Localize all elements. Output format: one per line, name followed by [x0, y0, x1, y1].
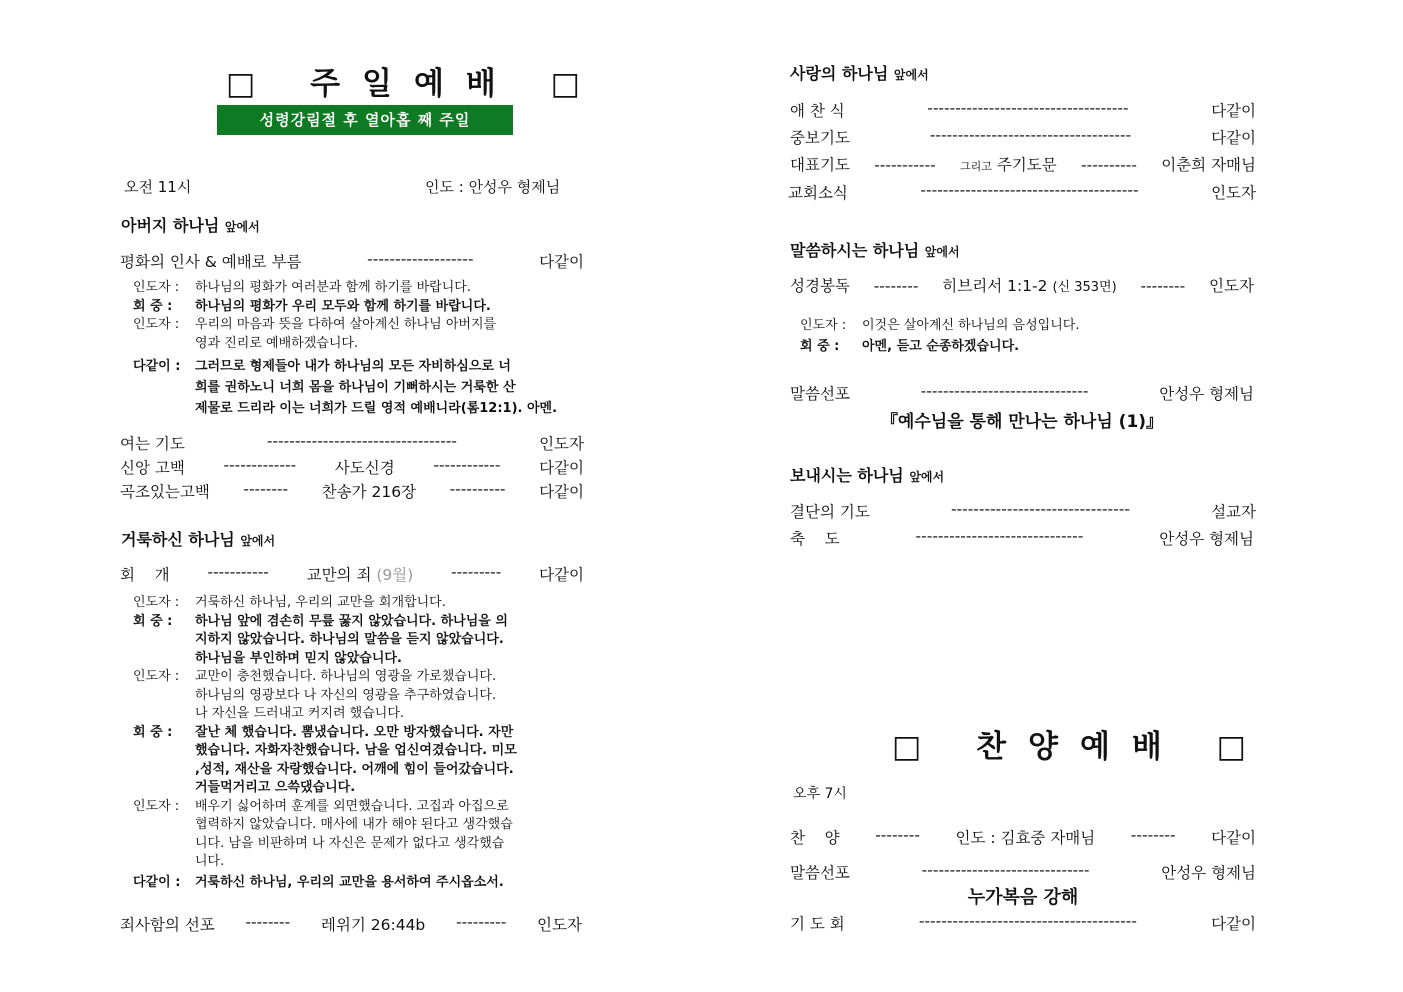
- resp-line: 인도자 : 교만이 충천했습니다. 하나님의 영광을 가로챘습니다.: [133, 669, 497, 684]
- item-content: 교만의 죄 (9월): [306, 566, 414, 584]
- item-who: 안성우 형제님: [1159, 530, 1254, 548]
- resp-line: 인도자 : 거룩하신 하나님, 우리의 교만을 회개합니다.: [133, 595, 446, 610]
- item-who: 다같이: [539, 566, 584, 584]
- item-who: 다같이: [1211, 915, 1256, 933]
- prayer-meeting-row: [790, 912, 1256, 934]
- dash-line: ---------: [455, 913, 507, 931]
- item-who: 다같이: [539, 459, 584, 477]
- item-label: 말씀선포: [790, 864, 850, 882]
- reading-row: [790, 274, 1254, 296]
- dash-line: ----------: [1081, 156, 1137, 174]
- dash-line: ------------------------------------: [929, 126, 1132, 144]
- sermon2-row: [790, 861, 1256, 883]
- item-label: 신앙 고백: [120, 459, 185, 477]
- season-banner: 성령강림절 후 열아홉 째 주일: [217, 105, 513, 135]
- dash-line: -------------: [223, 456, 297, 474]
- resp-line: 인도자 : 우리의 마음과 뜻을 다하여 살아계신 하나님 아버지를: [133, 317, 497, 332]
- resp-line: 회 중 : 잘난 체 했습니다. 뽐냈습니다. 오만 방자했습니다. 자만: [133, 724, 514, 740]
- resp-line: 제물로 드리라 이는 너희가 드릴 영적 예배니라(롬12:1). 아멘.: [195, 401, 558, 416]
- item-who: 인도자: [537, 916, 582, 934]
- item-who: 다같이: [1211, 829, 1256, 847]
- section-love: [790, 61, 929, 84]
- item-who: 설교자: [1211, 503, 1256, 521]
- absolution-row: [120, 913, 582, 935]
- resp-line: 인도자 : 하나님의 평화가 여러분과 함께 하기를 바랍니다.: [133, 280, 471, 295]
- resp-line: 다같이 : 그러므로 형제들아 내가 하나님의 모든 자비하심으로 너: [133, 359, 511, 374]
- dash-line: ---------: [451, 563, 502, 581]
- resp-line: 회 중 : 하나님의 평화가 우리 모두와 함께 하기를 바랍니다.: [133, 298, 491, 314]
- hymn-row: [120, 480, 584, 502]
- decision-row: [790, 500, 1256, 522]
- dash-line: --------: [875, 826, 920, 844]
- resp-line: 영과 진리로 예배하겠습니다.: [195, 335, 359, 351]
- dash-line: --------: [245, 913, 291, 931]
- item-content: 히브리서 1:1-2 (신 353면): [942, 277, 1117, 295]
- section-title: 거룩하신 하나님: [121, 530, 235, 549]
- confession-responsive: [133, 594, 517, 892]
- page-title: □ 주일예배 □: [226, 66, 602, 102]
- news-row: [788, 181, 1256, 203]
- dash-line: ----------: [449, 480, 506, 498]
- section-title: 사랑의 하나님: [790, 64, 889, 83]
- item-who: 안성우 형제님: [1161, 864, 1256, 882]
- item-who: 다같이: [1211, 129, 1256, 147]
- rep-prayer-row: [790, 153, 1256, 175]
- item-who: 인도자: [1209, 277, 1254, 295]
- blessing-row: [790, 527, 1254, 549]
- resp-line: 나 자신을 드러내고 커지려 했습니다.: [195, 706, 405, 721]
- item-who: 안성우 형제님: [1159, 385, 1254, 403]
- item-label: 곡조있는고백: [120, 483, 210, 501]
- opening-prayer-row: [120, 432, 584, 454]
- resp-line: 거들먹거리고 으쓱댔습니다.: [195, 780, 356, 795]
- resp-line: 했습니다. 자화자찬했습니다. 남을 업신여겼습니다. 미모: [195, 743, 517, 758]
- sermon2-title: 누가복음 강해: [967, 887, 1079, 908]
- item-label: 교회소식: [788, 184, 848, 202]
- sermon-title: 『예수님을 통해 만나는 하나님 (1)』: [880, 412, 1164, 432]
- item-label: 죄사함의 선포: [120, 916, 215, 934]
- resp-line: 인도자 : 이것은 살아계신 하나님의 음성입니다.: [800, 318, 1080, 333]
- service-leader: 인도 : 안성우 형제님: [425, 178, 561, 196]
- section-father: [121, 213, 260, 236]
- item-label: 평화의 인사 & 예배로 부름: [120, 253, 302, 271]
- resp-line: 협력하지 않았습니다. 매사에 내가 해야 된다고 생각했습: [195, 817, 513, 832]
- item-label: 결단의 기도: [790, 503, 870, 521]
- section-holy: [121, 527, 275, 550]
- item-who: 다같이: [1211, 102, 1256, 120]
- resp-line: 회 중 : 하나님 앞에 겸손히 무릎 꿇지 않았습니다. 하나님을 의: [133, 613, 508, 629]
- item-label: 축 도: [790, 530, 840, 548]
- dash-line: ---------------------------------------: [918, 912, 1137, 930]
- praise2-row: [790, 826, 1256, 848]
- resp-line: 희를 권하노니 너희 몸을 하나님이 기뻐하시는 거룩한 산: [195, 380, 516, 395]
- item-label: 기 도 회: [790, 915, 845, 933]
- resp-line: 하나님을 부인하며 믿지 않았습니다.: [195, 650, 402, 666]
- item-label: 대표기도: [790, 156, 850, 174]
- dash-line: ------------------------------: [920, 382, 1089, 400]
- section-sending: [790, 463, 944, 486]
- dash-line: ------------------------------------: [927, 99, 1129, 117]
- item-label: 회 개: [120, 566, 170, 584]
- resp-line: 다같이 : 거룩하신 하나님, 우리의 교만을 용서하여 주시옵소서.: [133, 874, 504, 890]
- dash-line: --------: [1140, 277, 1186, 295]
- item-content: 그리고 주기도문: [960, 156, 1057, 174]
- resp-line: 회 중 : 아멘, 듣고 순종하겠습니다.: [800, 339, 1020, 354]
- reading-responsive: [800, 315, 1079, 357]
- resp-line: 지하지 않았습니다. 하나님의 말씀을 듣지 않았습니다.: [195, 632, 504, 647]
- praise-service-title: □ 찬양예배 □: [892, 729, 1268, 765]
- item-who: 다같이: [539, 483, 584, 501]
- dash-line: ------------------------------: [921, 861, 1090, 879]
- item-who: 인도자: [1211, 184, 1256, 202]
- dash-line: -------------------: [367, 250, 474, 268]
- item-label: 말씀선포: [790, 385, 850, 403]
- item-label: 찬 양: [790, 829, 840, 847]
- section-title: 말씀하시는 하나님: [790, 241, 920, 260]
- resp-line: 니다.: [195, 854, 225, 869]
- item-content: 인도 : 김효중 자매님: [955, 829, 1096, 847]
- dash-line: --------------------------------: [950, 500, 1130, 518]
- item-label: 중보기도: [790, 129, 850, 147]
- greeting-responsive: [133, 279, 557, 419]
- praise-row: [790, 99, 1256, 121]
- resp-line: ,성적, 재산을 자랑했습니다. 어깨에 힘이 들어갔습니다.: [195, 761, 514, 777]
- dash-line: --------: [243, 480, 289, 498]
- dash-line: ------------: [433, 456, 501, 474]
- dash-line: ----------------------------------: [266, 432, 458, 450]
- confession-row: [120, 563, 584, 585]
- resp-line: 인도자 : 배우기 싫어하며 훈계를 외면했습니다. 고집과 아집으로: [133, 798, 509, 814]
- section-title: 보내시는 하나님: [790, 466, 904, 485]
- section-suffix: 앞에서: [224, 220, 260, 234]
- item-content: 사도신경: [334, 459, 395, 477]
- item-label: 애 찬 식: [790, 102, 845, 120]
- item-content: 레위기 26:44b: [320, 916, 426, 934]
- item-content: 찬송가 216장: [321, 483, 417, 501]
- resp-line: 하나님의 영광보다 나 자신의 영광을 추구하였습니다.: [195, 687, 497, 703]
- item-label: 여는 기도: [120, 435, 185, 453]
- service-time: 오전 11시: [124, 178, 192, 196]
- dash-line: -----------: [874, 156, 936, 174]
- greeting-row: [120, 250, 584, 272]
- section-suffix: 앞에서: [893, 68, 929, 82]
- dash-line: -----------: [207, 563, 269, 581]
- item-who: 다같이: [539, 253, 584, 271]
- item-who: 인도자: [539, 435, 584, 453]
- item-label: 성경봉독: [790, 277, 850, 295]
- item-who: 이춘희 자매님: [1161, 156, 1256, 174]
- section-title: 아버지 하나님: [121, 216, 220, 235]
- dash-line: ---------------------------------------: [920, 181, 1139, 199]
- section-word: [790, 238, 960, 261]
- dash-line: --------: [873, 277, 919, 295]
- resp-line: 니다. 남을 비판하며 나 자신은 문제가 없다고 생각했습: [195, 835, 505, 851]
- dash-line: --------: [1130, 826, 1176, 844]
- intercession-row: [790, 126, 1256, 148]
- section-suffix: 앞에서: [924, 245, 960, 259]
- praise-service-time: 오후 7시: [793, 786, 847, 802]
- dash-line: ------------------------------: [915, 527, 1084, 545]
- section-suffix: 앞에서: [909, 470, 945, 484]
- section-suffix: 앞에서: [240, 534, 276, 548]
- sermon-row: [790, 382, 1254, 404]
- creed-row: [120, 456, 584, 478]
